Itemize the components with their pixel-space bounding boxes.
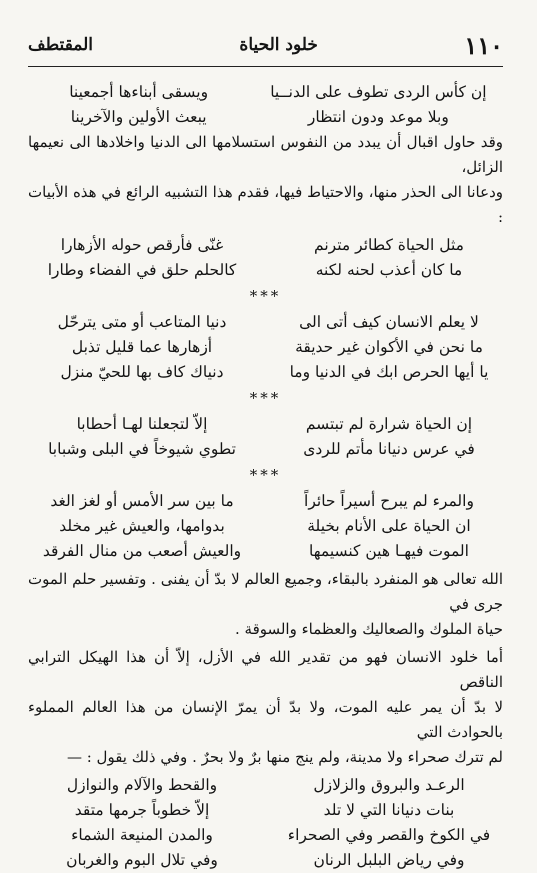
- verse-line: [28, 412, 503, 437]
- verse-line: [28, 489, 503, 514]
- verse-first-hemistich: ما نحن في الأكوان غير حديقة: [295, 338, 483, 356]
- verse-first-hemistich: وفي رياض البلبل الرنان: [313, 851, 465, 869]
- verse-second-hemistich: والمدن المنيعة الشماء: [71, 826, 213, 844]
- verse-second-hemistich: إلاّ خطوباً جرمها متقد: [74, 801, 210, 819]
- prose-line: ودعانا الى الحذر منها، والاحتياط فيها، فقدم هذا التشبيه الرائع في هذه الأبيات :: [28, 183, 503, 226]
- verse-second-hemistich: بدوامها، والعيش غير مخلد: [59, 517, 225, 535]
- verse-first-hemistich: إن الحياة شرارة لم تبتسم: [305, 415, 473, 433]
- verse-second-hemistich: غنّى فأرقص حوله الأزهارا: [60, 236, 224, 254]
- verse-block-4: [28, 412, 503, 462]
- prose-line: لم تترك صحراء ولا مدينة، ولم ينج منها برٌ ولا بحرٌ . وفي ذلك يقول : —: [66, 748, 503, 766]
- prose-paragraph-2: [28, 567, 503, 642]
- verse-first-hemistich: إن كأس الردى تطوف على الدنــيا: [270, 83, 487, 101]
- section-separator: ***: [249, 287, 282, 305]
- verse-first-hemistich: والمرء لم يبرح أسيراً حائراً: [304, 492, 474, 510]
- verse-first-hemistich: الرعـد والبروق والزلازل: [313, 776, 465, 794]
- verse-line: [28, 105, 503, 130]
- verse-first-hemistich: يا أيها الحرص ابك في الدنيا وما: [289, 363, 489, 381]
- verse-second-hemistich: إلاّ لتجعلنا لهـا أحطابا: [76, 415, 208, 433]
- verse-second-hemistich: والقحط والآلام والنوازل: [66, 776, 218, 794]
- verse-second-hemistich: دنيا المتاعب أو متى يترحّل: [57, 313, 227, 331]
- verse-block-1: [28, 80, 503, 130]
- verse-first-hemistich: ما كان أعذب لحنه لكنه: [315, 261, 463, 279]
- verse-line: [28, 310, 503, 335]
- verse-line: [28, 773, 503, 798]
- verse-first-hemistich: بنات دنيانا التي لا تلد: [323, 801, 455, 819]
- verse-first-hemistich: في عرس دنيانا مأتم للردى: [303, 440, 475, 458]
- verse-second-hemistich: تطوي شيوخاً في البلى وشبابا: [48, 440, 236, 458]
- verse-first-hemistich: مثل الحياة كطائر مترنم: [314, 236, 464, 254]
- verse-line: [28, 360, 503, 385]
- verse-second-hemistich: يبعث الأولين والآخرينا: [70, 108, 207, 126]
- verse-block-6: [28, 773, 503, 873]
- verse-block-5: [28, 489, 503, 564]
- verse-second-hemistich: دنياك كاف بها للحيّ منزل: [60, 363, 224, 381]
- header-rule: [28, 66, 503, 67]
- page-header: [28, 30, 503, 60]
- verse-second-hemistich: أزهارها عما قليل تذبل: [71, 338, 213, 356]
- verse-line: [28, 539, 503, 564]
- verse-line: [28, 258, 503, 283]
- verse-line: [28, 514, 503, 539]
- verse-block-2: [28, 233, 503, 283]
- verse-first-hemistich: ان الحياة على الأنام بخيلة: [307, 517, 471, 535]
- verse-second-hemistich: والعيش أصعب من منال الفرقد: [42, 542, 242, 560]
- verse-first-hemistich: الموت فيهـا هين كنسيمها: [309, 542, 469, 560]
- verse-block-3: [28, 310, 503, 385]
- verse-line: [28, 80, 503, 105]
- article-title: خلود الحياة: [239, 35, 318, 55]
- prose-line: وقد حاول اقبال أن يبدد من النفوس استسلامها الى الدنيا واخلادها الى نعيمها الزائل،: [28, 133, 503, 176]
- prose-line: الله تعالى هو المنفرد بالبقاء، وجميع العالم لا بدّ أن يفنى . وتفسير حلم الموت جرى في: [28, 570, 503, 613]
- section-separator: ***: [249, 389, 282, 407]
- section-separator: ***: [249, 466, 282, 484]
- verse-line: [28, 823, 503, 848]
- page-number: ١١٠: [464, 30, 503, 60]
- verse-second-hemistich: كالحلم حلق في الفضاء وطارا: [47, 261, 237, 279]
- verse-first-hemistich: لا يعلم الانسان كيف أتى الى: [299, 313, 479, 331]
- verse-first-hemistich: وبلا موعد ودون انتظار: [307, 108, 449, 126]
- magazine-name: المقتطف: [28, 35, 94, 55]
- prose-line: حياة الملوك والصعاليك والعظماء والسوقة .: [234, 620, 503, 638]
- verse-second-hemistich: وفي تلال البوم والغربان: [66, 851, 218, 869]
- verse-second-hemistich: ويسقى أبناءها أجمعينا: [69, 83, 209, 101]
- prose-paragraph-1: [28, 130, 503, 230]
- verse-line: [28, 233, 503, 258]
- verse-first-hemistich: في الكوخ والقصر وفي الصحراء: [287, 826, 491, 844]
- verse-line: [28, 437, 503, 462]
- prose-paragraph-3: [28, 645, 503, 770]
- prose-line: أما خلود الانسان فهو من تقدير الله في الأزل، إلاّ أن هذا الهيكل الترابي الناقص: [28, 648, 503, 691]
- verse-line: [28, 335, 503, 360]
- verse-line: [28, 848, 503, 873]
- verse-second-hemistich: ما بين سر الأمس أو لغز الغد: [50, 492, 234, 510]
- page-body: [28, 80, 503, 873]
- prose-line: لا بدّ أن يمر عليه الموت، ولا بدّ أن يمرّ الإنسان من هذا العالم المملوء بالحوادث التي: [28, 698, 503, 741]
